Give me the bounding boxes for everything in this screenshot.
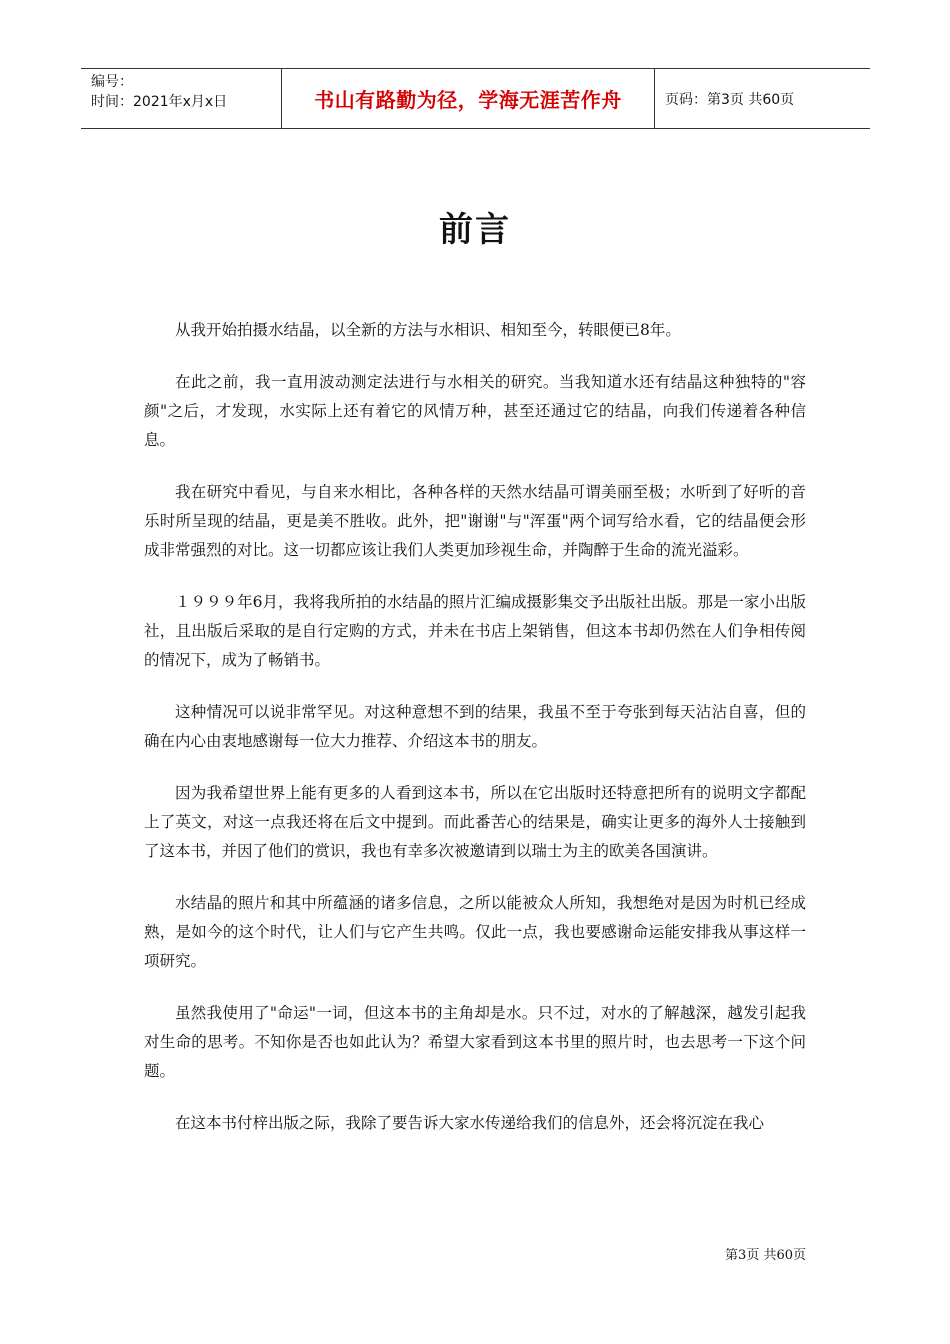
document-number-label: 编号： bbox=[91, 74, 133, 90]
paragraph: １９９９年6月，我将我所拍的水结晶的照片汇编成摄影集交予出版社出版。那是一家小出版社，且出版后采取的是自行定购的方式，并未在书店上架销售，但这本书却仍然在人们争相传阅的情况下，成为了畅销书。 bbox=[144, 593, 806, 669]
paragraph: 这种情况可以说非常罕见。对这种意想不到的结果，我虽不至于夸张到每天沾沾自喜，但的确在内心由衷地感谢每一位大力推荐、介绍这本书的朋友。 bbox=[144, 703, 806, 750]
page-title: 前言 bbox=[439, 210, 511, 250]
paragraph: 在这本书付梓出版之际，我除了要告诉大家水传递给我们的信息外，还会将沉淀在我心 bbox=[175, 1114, 765, 1132]
header-meta-cell bbox=[81, 69, 282, 128]
paragraph: 从我开始拍摄水结晶，以全新的方法与水相识、相知至今，转眼便已8年。 bbox=[175, 321, 681, 339]
paragraph: 水结晶的照片和其中所蕴涵的诸多信息，之所以能被众人所知，我想绝对是因为时机已经成熟，是如今的这个时代，让人们与它产生共鸣。仅此一点，我也要感谢命运能安排我从事这样一项研究。 bbox=[144, 894, 806, 970]
paragraph: 在此之前，我一直用波动测定法进行与水相关的研究。当我知道水还有结晶这种独特的"容颜"之后，才发现，水实际上还有着它的风情万种，甚至还通过它的结晶，向我们传递着各种信息。 bbox=[144, 373, 806, 449]
header-page-code: 页码：第3页 共60页 bbox=[665, 91, 795, 108]
document-body bbox=[144, 316, 806, 1161]
footer-page-number: 第3页 共60页 bbox=[725, 1248, 806, 1263]
page-header bbox=[81, 68, 870, 129]
document-date: 时间：2021年x月x日 bbox=[91, 94, 228, 110]
header-motto: 书山有路勤为径，学海无涯苦作舟 bbox=[282, 69, 655, 128]
paragraph: 我在研究中看见，与自来水相比，各种各样的天然水结晶可谓美丽至极；水听到了好听的音乐时所呈现的结晶，更是美不胜收。此外，把"谢谢"与"浑蛋"两个词写给水看，它的结晶便会形成非常强烈的对比。这一切都应该让我们人类更加珍视生命，并陶醉于生命的流光溢彩。 bbox=[144, 483, 806, 559]
paragraph: 因为我希望世界上能有更多的人看到这本书，所以在它出版时还特意把所有的说明文字都配上了英文，对这一点我还将在后文中提到。而此番苦心的结果是，确实让更多的海外人士接触到了这本书，并因了他们的赏识，我也有幸多次被邀请到以瑞士为主的欧美各国演讲。 bbox=[144, 784, 806, 860]
paragraph: 虽然我使用了"命运"一词，但这本书的主角却是水。只不过，对水的了解越深，越发引起我对生命的思考。不知你是否也如此认为？希望大家看到这本书里的照片时，也去思考一下这个问题。 bbox=[144, 1004, 806, 1080]
